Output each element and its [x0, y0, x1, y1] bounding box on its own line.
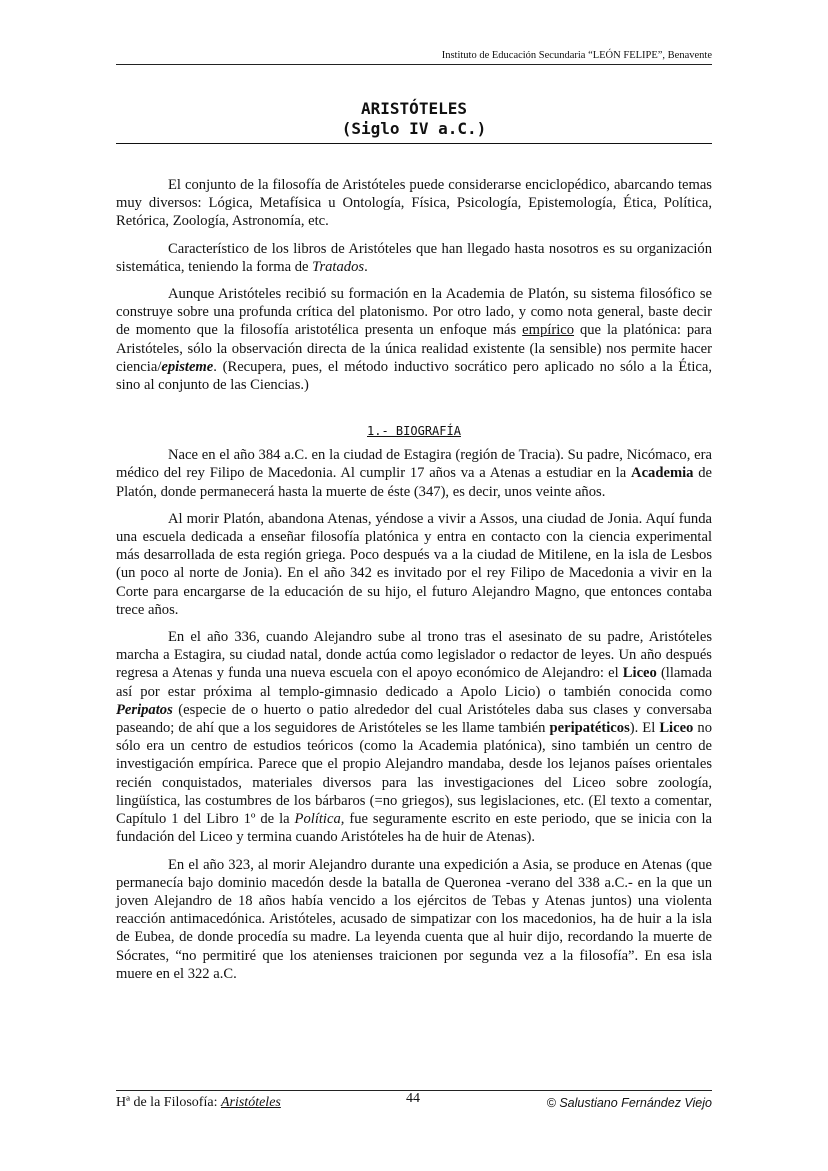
- title-line-1: ARISTÓTELES: [361, 99, 467, 118]
- intro-paragraph-2: Característico de los libros de Aristóteles que han llegado hasta nosotros es su organización sistemática, teniendo la forma de Tratados.: [116, 240, 712, 275]
- bio-paragraph-3: En el año 336, cuando Alejandro sube al trono tras el asesinato de su padre, Aristóteles marcha a Estagira, su ciudad natal, donde actúa como legislador o redactor de leyes. Un año después regresa a Atenas y funda una nueva escuela con el apoyo económico de Alejandro: el Liceo (llamada así por estar próxima al templo-gimnasio dedicado a Apolo Licio) o también conocida como Peripatos (especie de o huerto o patio alrededor del cual Aristóteles daba sus clases y conversaba paseando; de ahí que a los seguidores de Aristóteles se les llame también peripatéticos). El Liceo no sólo era un centro de estudios teóricos (como la Academia platónica), sino también un centro de investigación empírica. Parece que el propio Alejandro mandaba, desde los lejanos países orientales recién conquistados, materiales diversos para las investigaciones del Liceo sobre zoología, lingüística, las costumbres de los bárbaros (=no griegos), sus legislaciones, etc. (El texto a comentar, Capítulo 1 del Libro 1º de la Política, fue seguramente escrito en este periodo, que se inicia con la fundación del Liceo y termina cuando Aristóteles ha de huir de Atenas).: [116, 629, 713, 846]
- intro-paragraph-3: Aunque Aristóteles recibió su formación en la Academia de Platón, su sistema filosófico se construye sobre una profunda crítica del platonismo. Por otro lado, y como nota general, baste decir de momento que la filosofía aristotélica presenta un enfoque más empírico que la platónica: para Aristóteles, sólo la observación directa de la única realidad existente (la sensible) nos permite hacer ciencia/episteme. (Recupera, pues, el método inductivo socrático pero aplicado no sólo a la Ética, sino al conjunto de las Ciencias.): [116, 286, 712, 394]
- term-peripateticos: peripatéticos: [549, 720, 630, 737]
- term-politica: Política,: [294, 811, 345, 828]
- footer-author: © Salustiano Fernández Viejo: [546, 1096, 712, 1110]
- term-empirico: empírico: [522, 322, 575, 339]
- bio-paragraph-1: Nace en el año 384 a.C. en la ciudad de Estagira (región de Tracia). Su padre, Nicómaco, era médico del rey Filipo de Macedonia. Al cumplir 17 años va a Atenas a estudiar en la Academia de Platón, donde permanecerá hasta la muerte de éste (347), es decir, unos veinte años.: [116, 447, 712, 500]
- footer-subject: Hª de la Filosofía: Aristóteles: [116, 1095, 281, 1110]
- term-tratados: Tratados: [312, 258, 365, 275]
- term-academia: Academia: [631, 465, 694, 482]
- page-header: [116, 50, 712, 65]
- section-heading-biografia: 1.- BIOGRAFÍA: [367, 424, 461, 439]
- institution-name: Instituto de Educación Secundaria “LEÓN FELIPE”, Benavente: [441, 50, 712, 61]
- document-title: [116, 99, 712, 144]
- intro-paragraph-1: El conjunto de la filosofía de Aristóteles puede considerarse enciclopédico, abarcando temas muy diversos: Lógica, Metafísica u Ontología, Física, Psicología, Epistemología, Ética, Política, Retórica, Zoología, Astronomía, etc.: [116, 177, 712, 230]
- bio-paragraph-4: En el año 323, al morir Alejandro durante una expedición a Asia, se produce en Atenas (que permanecía bajo dominio macedón desde la batalla de Queronea -verano del 338 a.C.- en la que un joven Alejandro de 18 años había vencido a los ejércitos de Tebas y Atenas juntos) una violenta reacción antimacedónica. Aristóteles, acusado de simpatizar con los macedonios, ha de huir a la isla de Eubea, de donde procedía su madre. La leyenda cuenta que al huir dijo, recordando la muerte de Sócrates, “no permitiré que los atenienses traicionen por segunda vez a la filosofía”. En esa isla muere en el 322 a.C.: [116, 856, 712, 982]
- term-episteme: episteme: [161, 358, 214, 375]
- term-liceo: Liceo: [622, 665, 657, 682]
- title-line-2: (Siglo IV a.C.): [341, 119, 487, 138]
- page-number: 44: [406, 1091, 420, 1106]
- term-peripatos: Peripatos: [116, 701, 173, 718]
- page-footer: [116, 1090, 712, 1115]
- bio-paragraph-2: Al morir Platón, abandona Atenas, yéndose a vivir a Assos, una ciudad de Jonia. Aquí funda una escuela dedicada a enseñar filosofía platónica y entra en contacto con la ciencia experimental más desarrollada de esta región griega. Poco después va a la ciudad de Mitilene, en la isla de Lesbos (un poco al norte de Jonia). En el año 342 es invitado por el rey Filipo de Macedonia a vivir en la Corte para encargarse de la educación de su hijo, el futuro Alejandro Magno, que entonces contaba trece años.: [116, 510, 712, 618]
- footer-topic-link[interactable]: Aristóteles: [220, 1095, 281, 1110]
- term-liceo-2: Liceo: [659, 720, 694, 737]
- document-body: [116, 176, 712, 983]
